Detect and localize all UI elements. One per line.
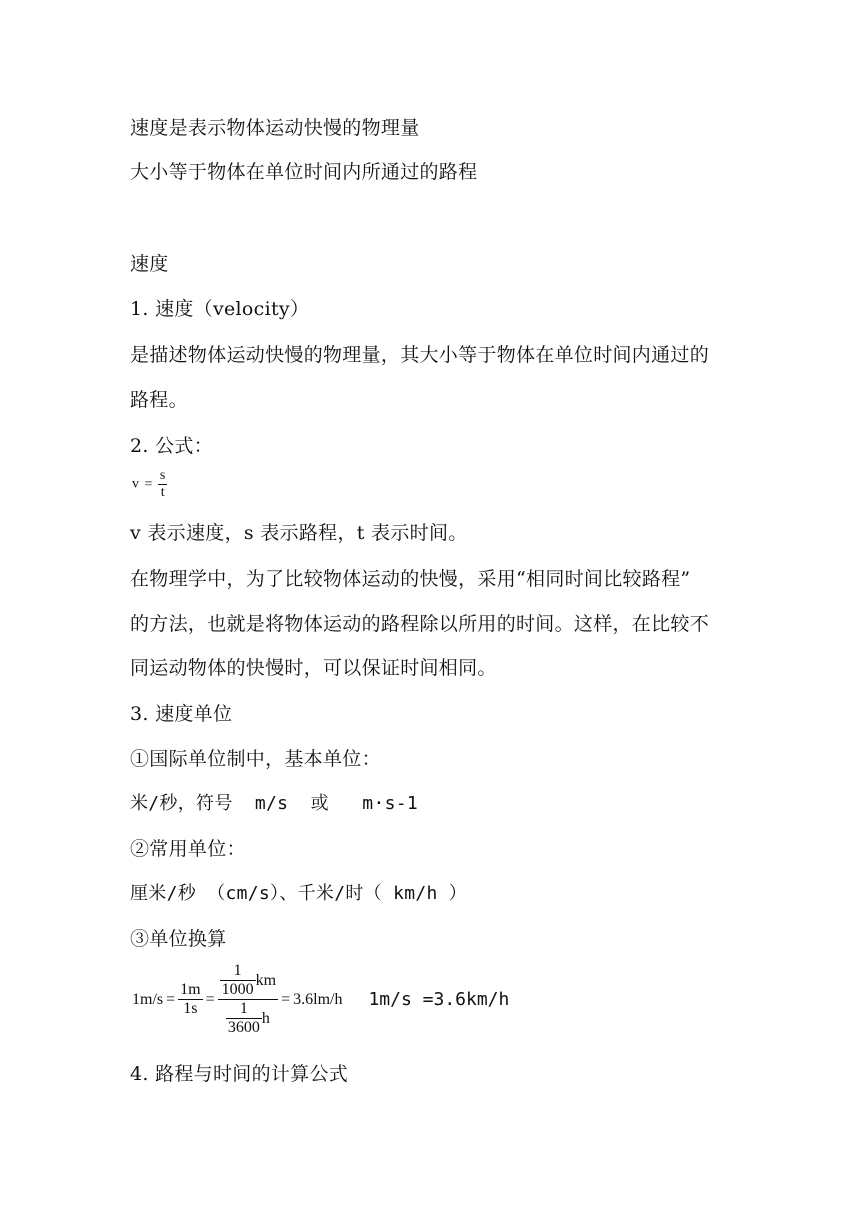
item2-explain: v 表示速度，s 表示路程，t 表示时间。	[130, 522, 468, 544]
h-unit: h	[261, 1009, 270, 1027]
intro-line-2: 大小等于物体在单位时间内所通过的路程	[130, 161, 478, 183]
conversion-summary: 1m/s =3.6km/h	[368, 989, 510, 1010]
h-fraction-num: 1	[239, 1000, 248, 1017]
formula-fraction	[158, 468, 167, 501]
conversion-label: ③单位换算	[130, 928, 227, 950]
complex-numerator	[218, 962, 278, 999]
item2-para-line-1: 在物理学中，为了比较物体运动的快慢，采用“相同时间比较路程”	[130, 568, 691, 590]
h-fraction-den: 3600	[227, 1019, 260, 1036]
intro-line-1: 速度是表示物体运动快慢的物理量	[130, 117, 420, 139]
h-fraction	[226, 1000, 262, 1037]
conversion-formula	[132, 962, 509, 1037]
fraction-1-denominator: 1s	[183, 1000, 198, 1017]
item2-heading: 2. 公式：	[130, 435, 213, 457]
conversion-equals-1: =	[166, 990, 176, 1008]
item1-heading: 1. 速度（velocity）	[130, 298, 310, 320]
conversion-fraction-1	[178, 981, 202, 1018]
conversion-lhs: 1m/s	[132, 990, 164, 1008]
fraction-1-numerator: 1m	[180, 981, 201, 998]
km-fraction-num: 1	[233, 962, 242, 979]
item2-para-line-2: 的方法，也就是将物体运动的路程除以所用的时间。这样，在比较不	[130, 613, 710, 635]
item2-para-line-3: 同运动物体的快慢时，可以保证时间相同。	[130, 657, 497, 679]
km-unit: km	[255, 971, 277, 989]
formula-lhs: v	[132, 476, 139, 492]
item4-heading: 4. 路程与时间的计算公式	[130, 1063, 349, 1085]
conversion-equals-3: =	[281, 990, 291, 1008]
item1-desc-line-1: 是描述物体运动快慢的物理量，其大小等于物体在单位时间内通过的	[130, 344, 710, 366]
item3-heading: 3. 速度单位	[130, 703, 233, 725]
complex-denominator	[218, 1000, 278, 1037]
km-fraction-den: 1000	[221, 981, 254, 998]
common-units: 厘米/秒 （cm/s）、千米/时（ km/h ）	[130, 883, 468, 904]
km-fraction	[220, 962, 256, 999]
formula-numerator: s	[159, 468, 166, 483]
si-units: 米/秒，符号 m/s 或 m·s-1	[130, 793, 418, 814]
conversion-complex-fraction	[218, 962, 278, 1037]
item1-desc-line-2: 路程。	[130, 389, 188, 411]
common-unit-label: ②常用单位：	[130, 838, 246, 860]
formula-denominator: t	[160, 485, 165, 500]
conversion-result: 3.6lm/h	[293, 990, 343, 1008]
si-unit-label: ①国际单位制中，基本单位：	[130, 748, 381, 770]
velocity-formula	[132, 468, 167, 501]
section-title: 速度	[130, 253, 169, 275]
formula-equals: =	[144, 476, 153, 492]
conversion-equals-2: =	[205, 990, 215, 1008]
